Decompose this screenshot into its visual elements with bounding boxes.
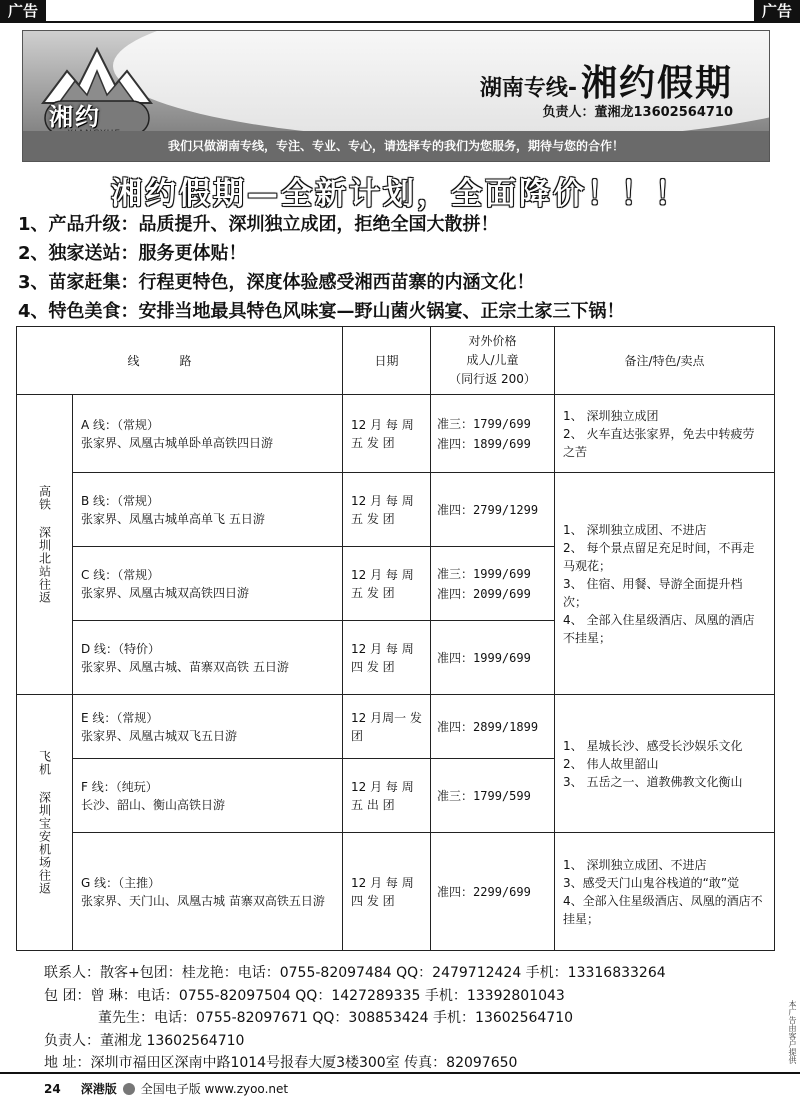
notes-bcd	[555, 473, 775, 695]
route-date: 12 月 每 周 五 发 团	[343, 473, 431, 547]
footer	[44, 1080, 288, 1097]
header-notes: 备注/特色/卖点	[555, 327, 775, 395]
route-name: C 线：（常规）	[81, 567, 160, 582]
price-line: 准三：1799/599	[437, 788, 531, 803]
banner	[22, 30, 770, 162]
note-item: 2、 每个景点留足充足时间，不再走马观花；	[563, 540, 755, 573]
price-line: 准四：2099/699	[437, 586, 531, 601]
feature-point: 1、产品升级：品质提升、深圳独立成团，拒绝全国大散拼！	[18, 214, 499, 235]
route-name: E 线：（常规）	[81, 710, 159, 725]
route-desc: 张家界、凤凰古城单高单飞 五日游	[81, 511, 265, 526]
contact-line: 包 团：曾 琳：电话：0755-82097504 QQ：1427289335 手机：13392801043	[44, 987, 565, 1004]
route-date: 12 月 每 周 五 出 团	[343, 759, 431, 833]
price-line: 准三：1799/699	[437, 416, 531, 431]
feature-point: 2、独家送站：服务更体贴！	[18, 243, 247, 264]
route-date: 12 月周一 发团	[343, 695, 431, 759]
site-label[interactable]: 全国电子版 www.zyoo.net	[140, 1082, 289, 1096]
header-price-line1: 对外价格	[468, 334, 517, 348]
route-date: 12 月 每 周 五 发 团	[343, 547, 431, 621]
note-item: 4、全部入住星级酒店、凤凰的酒店不挂星；	[563, 893, 763, 926]
route-name: D 线：（特价）	[81, 641, 161, 656]
table-row	[17, 695, 775, 759]
edition-label: 深港版	[80, 1082, 117, 1096]
globe-icon	[123, 1083, 135, 1095]
feature-points	[18, 210, 788, 326]
route-name: F 线：（纯玩）	[81, 779, 158, 794]
note-item: 2、 火车直达张家界，免去中转疲劳之苦	[563, 426, 755, 459]
route-desc: 张家界、凤凰古城、苗寨双高铁 五日游	[81, 659, 289, 674]
ad-label-left: 广告	[0, 0, 46, 22]
route-price	[431, 695, 555, 759]
route-d	[73, 621, 343, 695]
table-header-row	[17, 327, 775, 395]
headline: 湘约假期—全新计划，全面降价！！！	[111, 176, 689, 212]
station-rail	[17, 395, 73, 695]
route-price	[431, 833, 555, 951]
header-price-line2: 成人/儿童	[466, 353, 519, 367]
price-line: 准四：2799/1299	[437, 502, 539, 517]
footer-rule	[0, 1072, 800, 1074]
route-price	[431, 621, 555, 695]
route-name: B 线：（常规）	[81, 493, 160, 508]
header-route: 线路	[17, 327, 343, 395]
ad-label-right: 广告	[754, 0, 800, 22]
contact-line: 联系人：散客+包团：桂龙艳：电话：0755-82097484 QQ：2479712424 手机：13316833264	[44, 965, 666, 981]
route-name: G 线：（主推）	[81, 875, 161, 890]
route-b	[73, 473, 343, 547]
note-item: 1、 深圳独立成团、不进店	[563, 522, 707, 537]
banner-slogan: 我们只做湖南专线，专注、专业、专心，请选择专的我们为您服务，期待与您的合作！	[167, 139, 624, 153]
price-line: 准三：1999/699	[437, 566, 531, 581]
contact-line: 负责人：董湘龙 13602564710	[44, 1032, 245, 1049]
route-price	[431, 759, 555, 833]
banner-title-prefix: 湖南专线-	[479, 76, 577, 101]
route-date: 12 月 每 周 五 发 团	[343, 395, 431, 473]
station-air-text: 飞机 深圳宝安机场往返	[37, 750, 52, 895]
top-rule	[0, 21, 800, 23]
table-row	[17, 833, 775, 951]
route-desc: 长沙、韶山、衡山高铁日游	[81, 797, 226, 812]
note-item: 2、 伟人故里韶山	[563, 756, 659, 771]
feature-point: 4、特色美食：安排当地最具特色风味宴—野山菌火锅宴、正宗土家三下锅！	[18, 301, 625, 322]
routes-table	[16, 326, 775, 951]
header-price-line3: （同行返 200）	[449, 372, 536, 386]
table-row	[17, 395, 775, 473]
notes-g	[555, 833, 775, 951]
route-desc: 张家界、凤凰古城单卧单高铁四日游	[81, 435, 274, 450]
banner-contact: 负责人：董湘龙13602564710	[542, 105, 733, 120]
notes-ef	[555, 695, 775, 833]
route-desc: 张家界、凤凰古城双飞五日游	[81, 728, 238, 743]
header-date: 日期	[343, 327, 431, 395]
table-row	[17, 473, 775, 547]
route-c	[73, 547, 343, 621]
price-line: 准四：1999/699	[437, 650, 531, 665]
route-price	[431, 395, 555, 473]
contact-block	[44, 962, 784, 1075]
logo-text: 湘约	[49, 103, 101, 131]
route-price	[431, 547, 555, 621]
route-f	[73, 759, 343, 833]
station-air	[17, 695, 73, 951]
feature-point: 3、苗家赶集：行程更特色，深度体验感受湘西苗寨的内涵文化！	[18, 272, 535, 293]
note-item: 1、 深圳独立成团、不进店	[563, 857, 707, 872]
side-note: 本广告由客户提供	[788, 1000, 797, 1064]
route-desc: 张家界、天门山、凤凰古城 苗寨双高铁五日游	[81, 893, 325, 908]
price-line: 准四：2899/1899	[437, 719, 539, 734]
note-item: 3、感受天门山鬼谷栈道的“敢”觉	[563, 875, 740, 890]
notes-a	[555, 395, 775, 473]
route-price	[431, 473, 555, 547]
header-price	[431, 327, 555, 395]
route-g	[73, 833, 343, 951]
note-item: 3、 五岳之一、道教佛教文化衡山	[563, 774, 743, 789]
route-date: 12 月 每 周 四 发 团	[343, 833, 431, 951]
route-e	[73, 695, 343, 759]
note-item: 3、 住宿、用餐、导游全面提升档次；	[563, 576, 743, 609]
note-item: 1、 深圳独立成团	[563, 408, 659, 423]
route-name: A 线：（常规）	[81, 417, 160, 432]
price-line: 准四：1899/699	[437, 436, 531, 451]
route-date: 12 月 每 周 四 发 团	[343, 621, 431, 695]
note-item: 1、 星城长沙、感受长沙娱乐文化	[563, 738, 743, 753]
contact-line: 地 址：深圳市福田区深南中路1014号报春大厦3楼300室 传真：82097650	[44, 1055, 518, 1071]
banner-title-main: 湘约假期	[580, 63, 733, 104]
route-a	[73, 395, 343, 473]
contact-line: 董先生：电话：0755-82097671 QQ：308853424 手机：13602564710	[98, 1010, 574, 1026]
banner-title	[480, 55, 733, 106]
route-desc: 张家界、凤凰古城双高铁四日游	[81, 585, 250, 600]
page-number: 24	[44, 1081, 61, 1096]
note-item: 4、 全部入住星级酒店、凤凰的酒店不挂星；	[563, 612, 755, 645]
price-line: 准四：2299/699	[437, 884, 531, 899]
station-rail-text: 高铁 深圳北站往返	[37, 485, 52, 604]
